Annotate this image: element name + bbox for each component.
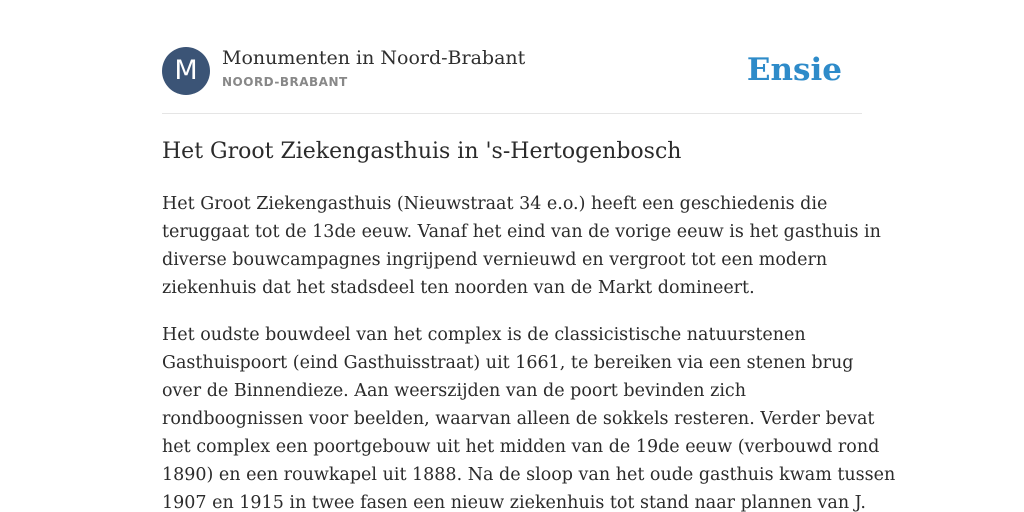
paragraph-line: 1890) en een rouwkapel uit 1888. Na de sloop van het oude gasthuis kwam tussen [162, 465, 896, 485]
paragraph-2 [162, 321, 896, 512]
site-subtitle-link[interactable]: NOORD-BRABANT [222, 75, 348, 89]
paragraph-line: Het Groot Ziekengasthuis (Nieuwstraat 34 e.o.) heeft een geschiedenis die [162, 194, 828, 214]
paragraph-line: het complex een poortgebouw uit het midden van de 19de eeuw (verbouwd rond [162, 437, 880, 457]
header [162, 46, 862, 96]
site-title-link[interactable]: Monumenten in Noord-Brabant [222, 47, 526, 69]
article-title: Het Groot Ziekengasthuis in 's-Hertogenbosch [162, 139, 682, 164]
avatar[interactable]: M [162, 47, 210, 95]
paragraph-line: diverse bouwcampagnes ingrijpend vernieuwd en vergroot tot een modern [162, 250, 828, 270]
paragraph-1 [162, 190, 881, 302]
paragraph-line: 1907 en 1915 in twee fasen een nieuw ziekenhuis tot stand naar plannen van J. [162, 493, 866, 512]
header-divider [162, 113, 862, 114]
ensie-logo-link[interactable]: Ensie [746, 52, 842, 88]
paragraph-line: ziekenhuis dat het stadsdeel ten noorden van de Markt domineert. [162, 278, 755, 298]
paragraph-line: over de Binnendieze. Aan weerszijden van de poort bevinden zich [162, 381, 746, 401]
paragraph-line: rondboognissen voor beelden, waarvan alleen de sokkels resteren. Verder bevat [162, 409, 875, 429]
paragraph-line: Het oudste bouwdeel van het complex is de classicistische natuurstenen [162, 325, 806, 345]
paragraph-line: teruggaat tot de 13de eeuw. Vanaf het eind van de vorige eeuw is het gasthuis in [162, 222, 881, 242]
article-body [162, 190, 896, 512]
paragraph-line: Gasthuispoort (eind Gasthuisstraat) uit 1661, te bereiken via een stenen brug [162, 353, 854, 373]
